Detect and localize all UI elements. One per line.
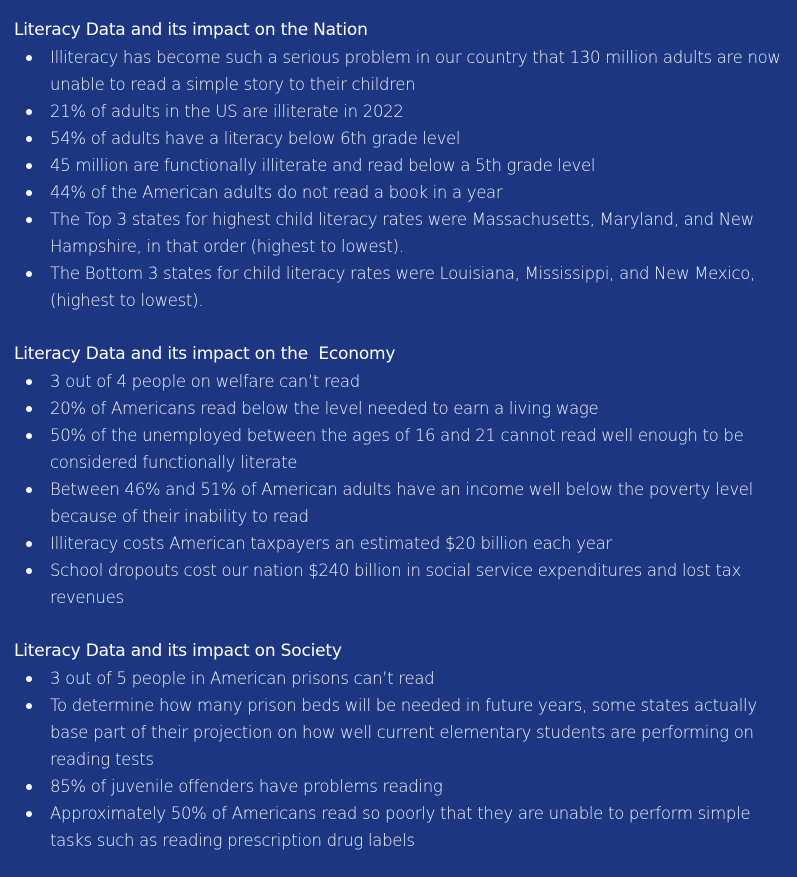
list-item (14, 152, 783, 179)
bullet-icon (26, 163, 32, 169)
list-item-text: Between 46% and 51% of American adults have an income well below the poverty level because of their inability to read (50, 480, 753, 526)
bullet-list (14, 368, 783, 611)
section-society (14, 638, 783, 854)
bullet-icon (26, 136, 32, 142)
bullet-icon (26, 568, 32, 574)
list-item (14, 557, 783, 611)
bullet-icon (26, 190, 32, 196)
section-nation (14, 17, 783, 314)
bullet-list (14, 665, 783, 854)
list-item (14, 44, 783, 98)
bullet-icon (26, 109, 32, 115)
list-item (14, 395, 783, 422)
list-item (14, 206, 783, 260)
list-item-text: 21% of adults in the US are illiterate in 2022 (50, 102, 404, 121)
bullet-icon (26, 784, 32, 790)
section-economy (14, 341, 783, 611)
list-item (14, 422, 783, 476)
bullet-icon (26, 55, 32, 61)
list-item (14, 476, 783, 530)
list-item-text: 20% of Americans read below the level needed to earn a living wage (50, 399, 599, 418)
list-item (14, 692, 783, 773)
list-item (14, 179, 783, 206)
list-item (14, 98, 783, 125)
list-item-text: Illiteracy has become such a serious problem in our country that 130 million adults are now unable to read a simple story to their children (50, 48, 781, 94)
bullet-icon (26, 217, 32, 223)
section-title: Literacy Data and its impact on the Economy (14, 344, 396, 364)
bullet-icon (26, 676, 32, 682)
list-item-text: School dropouts cost our nation $240 billion in social service expenditures and lost tax revenues (50, 561, 741, 607)
bullet-icon (26, 433, 32, 439)
bullet-icon (26, 379, 32, 385)
list-item (14, 665, 783, 692)
list-item (14, 800, 783, 854)
section-title: Literacy Data and its impact on Society (14, 641, 342, 661)
bullet-icon (26, 406, 32, 412)
bullet-icon (26, 271, 32, 277)
list-item-text: 3 out of 5 people in American prisons can’t read (50, 669, 435, 688)
list-item-text: The Bottom 3 states for child literacy rates were Louisiana, Mississippi, and New Mexico, (highest to lowest). (50, 264, 755, 310)
list-item (14, 125, 783, 152)
list-item-text: 45 million are functionally illiterate and read below a 5th grade level (50, 156, 596, 175)
list-item (14, 260, 783, 314)
list-item-text: 85% of juvenile offenders have problems reading (50, 777, 443, 796)
bullet-list (14, 44, 783, 314)
section-title: Literacy Data and its impact on the Nation (14, 20, 368, 40)
bullet-icon (26, 487, 32, 493)
list-item (14, 368, 783, 395)
list-item-text: 3 out of 4 people on welfare can’t read (50, 372, 360, 391)
list-item-text: To determine how many prison beds will be needed in future years, some states actually base part of their projection on how well current elementary students are performing on reading tests (50, 696, 757, 769)
bullet-icon (26, 541, 32, 547)
bullet-icon (26, 811, 32, 817)
list-item-text: 44% of the American adults do not read a book in a year (50, 183, 503, 202)
list-item-text: 54% of adults have a literacy below 6th grade level (50, 129, 461, 148)
list-item-text: Illiteracy costs American taxpayers an estimated $20 billion each year (50, 534, 612, 553)
list-item (14, 773, 783, 800)
list-item (14, 530, 783, 557)
list-item-text: The Top 3 states for highest child literacy rates were Massachusetts, Maryland, and New Hampshire, in that order (highest to lowest). (50, 210, 754, 256)
list-item-text: Approximately 50% of Americans read so poorly that they are unable to perform simple tasks such as reading prescription drug labels (50, 804, 751, 850)
list-item-text: 50% of the unemployed between the ages of 16 and 21 cannot read well enough to be considered functionally literate (50, 426, 744, 472)
bullet-icon (26, 703, 32, 709)
